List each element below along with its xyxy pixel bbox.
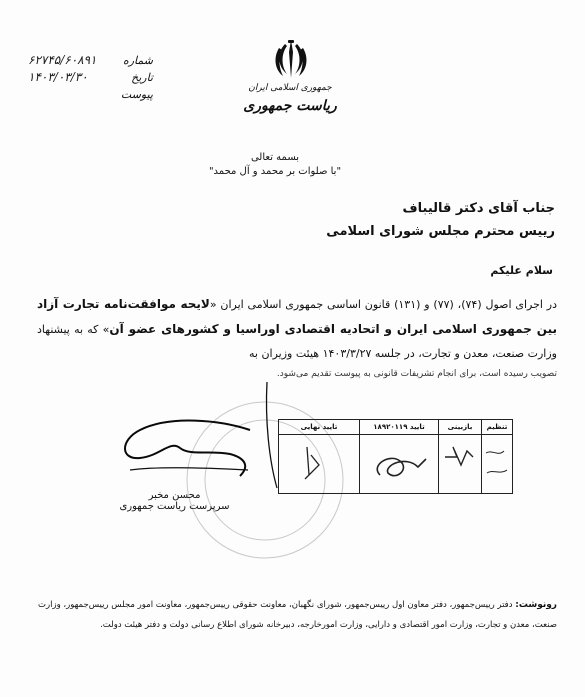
copies-recipients: دفتر رییس‌جمهور، دفتر معاون اول رییس‌جمهور، شورای نگهبان، معاونت حقوقی رییس‌جمهور، معاونت امور مجلس رییس‌جمهور، وزارت صنعت، معدن و تجارت، وزارت امور اقتصادی و دارایی، وزارت امورخارجه، دبیرخانه شورای اطلاع رسانی دولت و دفتر هیئت دولت. bbox=[38, 600, 557, 630]
approver-signature-icon bbox=[360, 435, 438, 491]
header-reviewed: بازبینی bbox=[439, 420, 482, 435]
copies-label: رونوشت: bbox=[515, 600, 557, 610]
initials-signature-icon bbox=[482, 435, 512, 491]
header-final-approval: تایید نهایی bbox=[279, 420, 360, 435]
signer-title: سرپرست ریاست جمهوری bbox=[119, 501, 230, 512]
addressee-title: رییس محترم مجلس شورای اسلامی bbox=[326, 224, 555, 239]
cell-reviewed-signature bbox=[439, 435, 482, 494]
letter-body bbox=[37, 292, 557, 382]
header-approved: تایید ۱۸۹۲۰۱۱۹ bbox=[360, 420, 439, 435]
long-signature-stroke-icon bbox=[255, 380, 315, 490]
bill-title: لایحه موافقت‌نامه تجارت آزاد بین جمهوری اسلامی ایران و اتحادیه اقتصادی اوراسیا و کشورهای عضو آن bbox=[37, 297, 557, 336]
addressee-name: جناب آقای دکتر قالیباف bbox=[402, 201, 555, 216]
body-text-1: در اجرای اصول (۷۴)، (۷۷) و (۱۳۱) قانون اساسی جمهوری اسلامی ایران « bbox=[209, 298, 558, 311]
header-prepared: تنظیم bbox=[482, 420, 513, 435]
cell-prepared-signature bbox=[482, 435, 513, 494]
letter-date: ۱۴۰۳/۰۳/۳۰ bbox=[28, 70, 88, 84]
cell-approved-signature bbox=[360, 435, 439, 494]
header-presidency: ریاست جمهوری bbox=[243, 98, 337, 114]
iran-emblem-icon bbox=[271, 38, 311, 80]
signer-signature-icon bbox=[100, 410, 260, 500]
greeting: سلام علیکم bbox=[490, 264, 553, 277]
header-country: جمهوری اسلامی ایران bbox=[248, 83, 332, 93]
signer-block bbox=[112, 490, 237, 512]
signer-name: محسن مخبر bbox=[148, 490, 201, 501]
salavat-line: "با صلوات بر محمد و آل محمد" bbox=[208, 166, 342, 177]
body-text-2: » که به پیشنهاد وزارت صنعت، معدن و تجارت، در جلسه ۱۴۰۳/۳/۲۷ هیئت وزیران به bbox=[37, 323, 557, 360]
letter-number: ۶۲۷۴۵/۶۰۸۹۱ bbox=[28, 53, 97, 67]
registration-block bbox=[28, 52, 153, 103]
bismillah: بسمه تعالی bbox=[250, 152, 300, 163]
reviewer-signature-icon bbox=[439, 435, 481, 491]
date-label: تاریخ bbox=[131, 71, 153, 84]
body-text-3: تصویب رسیده است، برای انجام تشریفات قانونی به پیوست تقدیم می‌شود. bbox=[276, 369, 557, 379]
copies-section bbox=[37, 596, 557, 635]
number-label: شماره bbox=[122, 54, 153, 67]
attachment-label: پیوست bbox=[120, 88, 153, 101]
